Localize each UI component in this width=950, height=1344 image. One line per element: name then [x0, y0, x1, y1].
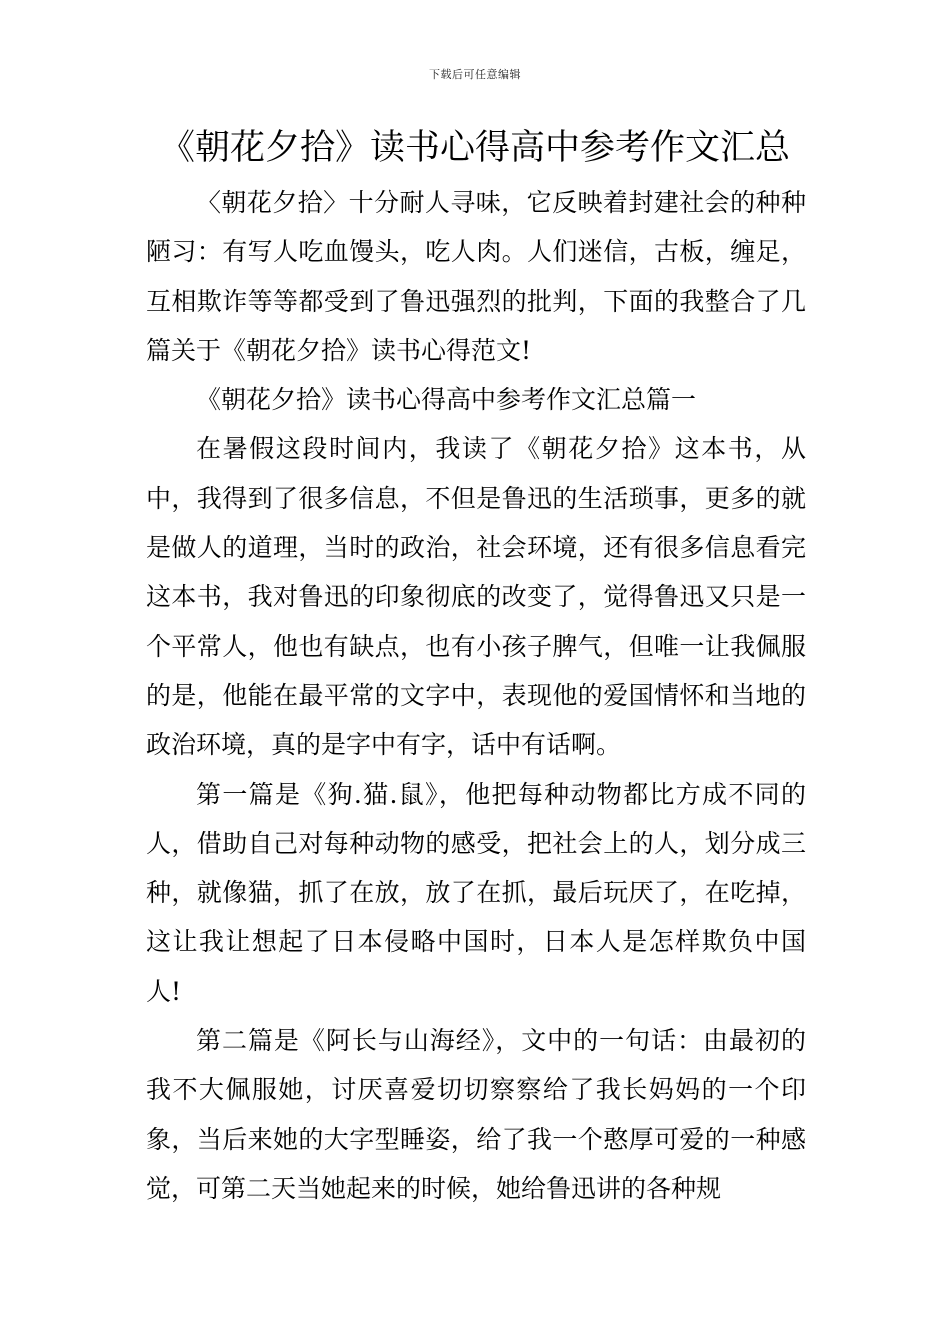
document-title: 《朝花夕拾》读书心得高中参考作文汇总 [159, 128, 790, 168]
page-header-note: 下载后可任意编辑 [429, 68, 521, 81]
body-paragraph: 第一篇是《狗.猫.鼠》，他把每种动物都比方成不同的人，借助自己对每种动物的感受，把社会上的人，划分成三种，就像猫，抓了在放，放了在抓，最后玩厌了，在吃掉，这让我让想起了日本侵略中国时，日本人是怎样欺负中国人! [146, 779, 806, 1006]
document-body [146, 178, 806, 1213]
body-paragraph: 第二篇是《阿长与山海经》，文中的一句话：由最初的我不大佩服她，讨厌喜爱切切察察给了我长妈妈的一个印象，当后来她的大字型睡姿，给了我一个憨厚可爱的一种感觉，可第二天当她起来的时候，她给鲁迅讲的各种规 [146, 1026, 806, 1203]
intro-paragraph: 〈朝花夕拾〉十分耐人寻味，它反映着封建社会的种种陋习：有写人吃血馒头，吃人肉。人们迷信，古板，缠足，互相欺诈等等都受到了鲁迅强烈的批判，下面的我整合了几篇关于《朝花夕拾》读书心得范文! [146, 188, 806, 365]
section-heading: 《朝花夕拾》读书心得高中参考作文汇总篇一 [196, 385, 697, 415]
body-paragraph: 在暑假这段时间内，我读了《朝花夕拾》这本书，从中，我得到了很多信息，不但是鲁迅的生活琐事，更多的就是做人的道理，当时的政治，社会环境，还有很多信息看完这本书，我对鲁迅的印象彻底的改变了，觉得鲁迅又只是一个平常人，他也有缺点，也有小孩子脾气，但唯一让我佩服的是，他能在最平常的文字中，表现他的爱国情怀和当地的政治环境，真的是字中有字，话中有话啊。 [146, 434, 806, 760]
